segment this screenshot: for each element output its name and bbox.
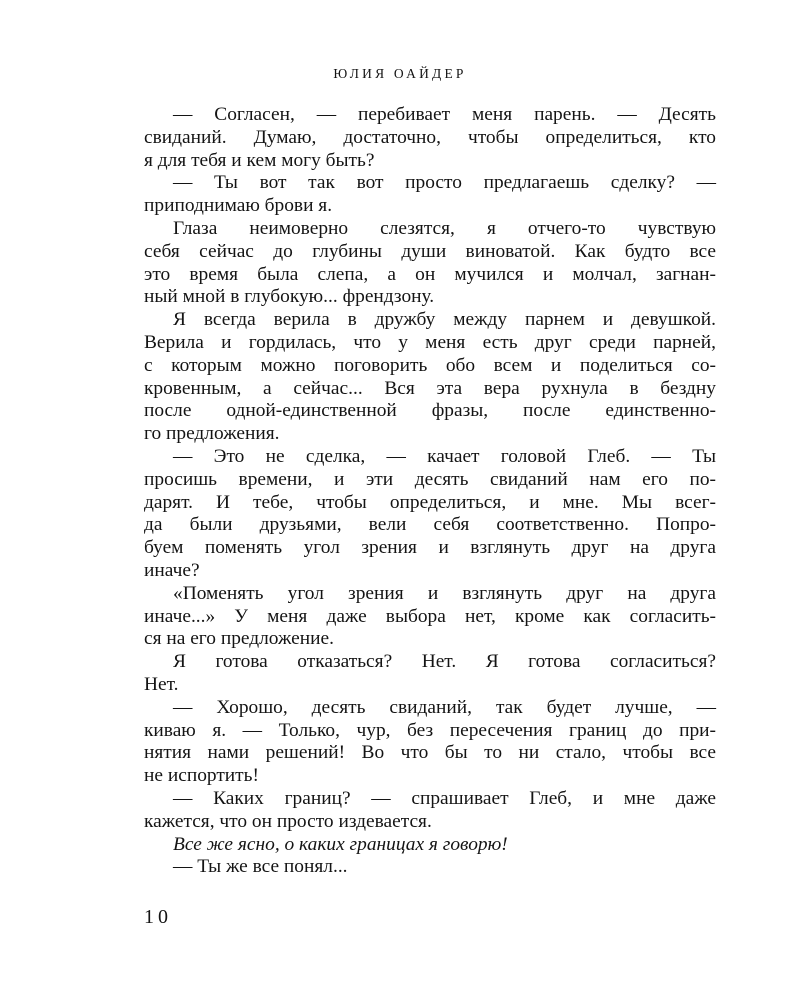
- page-number: 10: [144, 906, 172, 928]
- text-line: иначе?: [144, 559, 200, 581]
- text-line: го предложения.: [144, 423, 280, 445]
- text-line: Глаза неимоверно слезятся, я отчего-то чувствую: [173, 217, 716, 239]
- text-line: иначе...» У меня даже выбора нет, кроме как согласить-: [144, 605, 716, 627]
- text-line: я для тебя и кем могу быть?: [144, 149, 375, 171]
- text-line: да были друзьями, вели себя соответственно. Попро-: [144, 514, 716, 536]
- running-header: ЮЛИЯ ОАЙДЕР: [333, 66, 467, 81]
- text-line: — Согласен, — перебивает меня парень. — Десять: [173, 104, 716, 125]
- text-line: — Это не сделка, — качает головой Глеб. — Ты: [173, 445, 716, 467]
- text-line: ся на его предложение.: [144, 628, 334, 650]
- page-body: [144, 104, 716, 879]
- text-line: это время была слепа, а он мучился и молчал, загнан-: [144, 263, 716, 285]
- text-line: кровенным, а сейчас... Вся эта вера рухнула в бездну: [144, 377, 716, 399]
- text-line: Я всегда верила в дружбу между парнем и девушкой.: [173, 309, 716, 331]
- text-line: ный мной в глубокую... френдзону.: [144, 286, 435, 308]
- text-line: Верила и гордилась, что у меня есть друг среди парней,: [144, 331, 716, 353]
- text-line: кажется, что он просто издевается.: [144, 810, 432, 832]
- text-line: просишь времени, и эти десять свиданий нам его по-: [144, 468, 716, 490]
- text-line: приподнимаю брови я.: [144, 195, 333, 217]
- text-line: — Ты же все понял...: [173, 856, 348, 878]
- text-line: после одной-единственной фразы, после единственно-: [144, 400, 716, 422]
- text-line: нятия нами решений! Во что бы то ни стало, чтобы все: [144, 742, 716, 764]
- text-line: себя сейчас до глубины души виноватой. Как будто все: [144, 240, 716, 262]
- text-line: дарят. И тебе, чтобы определиться, и мне. Мы всег-: [144, 491, 716, 513]
- text-line: не испортить!: [144, 765, 259, 787]
- text-line: Все же ясно, о каких границах я говорю!: [173, 833, 508, 855]
- text-line: — Хорошо, десять свиданий, так будет лучше, —: [173, 696, 716, 718]
- text-line: буем поменять угол зрения и взглянуть друг на друга: [144, 537, 716, 559]
- text-line: свиданий. Думаю, достаточно, чтобы определиться, кто: [144, 126, 716, 148]
- text-line: — Ты вот так вот просто предлагаешь сделку? —: [173, 172, 716, 194]
- text-line: Я готова отказаться? Нет. Я готова согласиться?: [173, 651, 716, 673]
- text-line: киваю я. — Только, чур, без пересечения границ до при-: [144, 719, 716, 741]
- text-line: с которым можно поговорить обо всем и поделиться со-: [144, 354, 716, 376]
- text-line: Нет.: [144, 673, 179, 695]
- text-line: — Каких границ? — спрашивает Глеб, и мне даже: [173, 787, 716, 809]
- text-line: «Поменять угол зрения и взглянуть друг на друга: [173, 582, 716, 604]
